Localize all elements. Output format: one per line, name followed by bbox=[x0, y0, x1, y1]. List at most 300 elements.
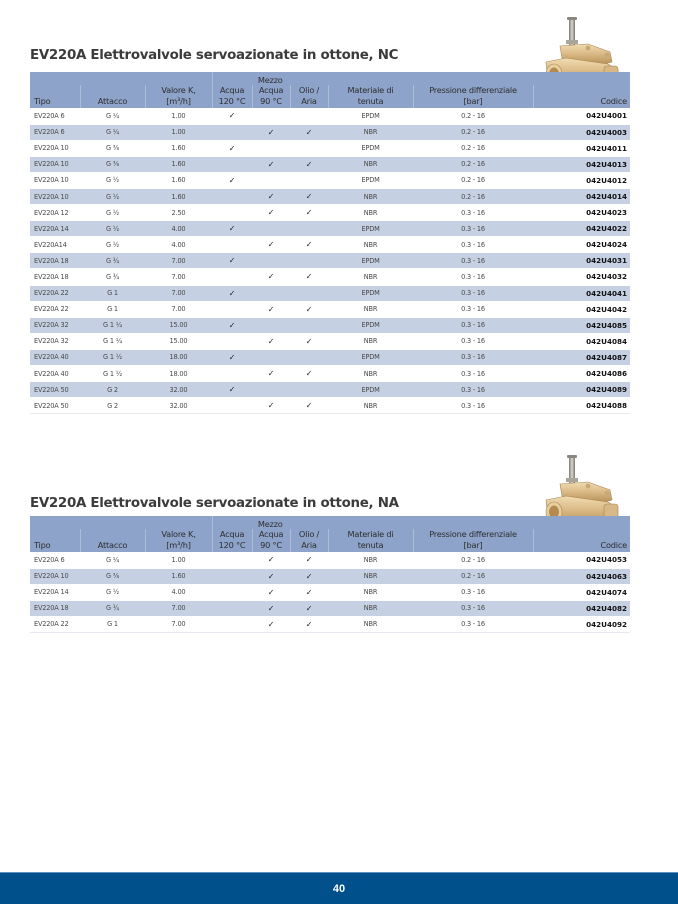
cell-tipo: EV220A 32 bbox=[30, 317, 80, 333]
header-tipo: Tipo bbox=[30, 85, 80, 108]
cell-tipo: EV220A 10 bbox=[30, 140, 80, 156]
cell-attacco: G ¼ bbox=[80, 124, 145, 140]
check-icon: ✓ bbox=[305, 304, 313, 314]
check-icon: ✓ bbox=[305, 336, 313, 346]
table-header bbox=[30, 516, 630, 552]
cell-acqua90 bbox=[252, 616, 290, 632]
cell-pressione: 0.3 - 16 bbox=[413, 269, 533, 285]
product-table bbox=[30, 516, 630, 633]
cell-olio bbox=[290, 172, 328, 188]
cell-tipo: EV220A 50 bbox=[30, 382, 80, 398]
check-icon: ✓ bbox=[305, 272, 313, 282]
header-materiale: Materiale di tenuta bbox=[328, 85, 413, 108]
table-row bbox=[30, 600, 630, 616]
cell-olio bbox=[290, 269, 328, 285]
cell-valore: 15.00 bbox=[145, 317, 212, 333]
cell-pressione: 0.2 - 16 bbox=[413, 552, 533, 568]
cell-tipo: EV220A 22 bbox=[30, 301, 80, 317]
header-materiale: Materiale di tenuta bbox=[328, 529, 413, 552]
cell-valore: 1.00 bbox=[145, 552, 212, 568]
cell-codice: 042U4041 bbox=[533, 285, 630, 301]
cell-tipo: EV220A14 bbox=[30, 237, 80, 253]
cell-codice: 042U4086 bbox=[533, 366, 630, 382]
cell-attacco: G 1 ½ bbox=[80, 349, 145, 365]
cell-acqua90 bbox=[252, 285, 290, 301]
header-tipo-spacer bbox=[30, 72, 80, 85]
header-pressione-spacer bbox=[413, 516, 533, 529]
cell-acqua120 bbox=[212, 382, 252, 398]
cell-materiale: NBR bbox=[328, 333, 413, 349]
cell-olio bbox=[290, 349, 328, 365]
header-valore-spacer bbox=[145, 72, 212, 85]
header-attacco-spacer bbox=[80, 72, 145, 85]
cell-tipo: EV220A 14 bbox=[30, 584, 80, 600]
cell-acqua120 bbox=[212, 140, 252, 156]
check-icon: ✓ bbox=[305, 571, 313, 581]
cell-valore: 1.60 bbox=[145, 568, 212, 584]
cell-acqua120 bbox=[212, 172, 252, 188]
check-icon: ✓ bbox=[228, 111, 236, 121]
table-row bbox=[30, 285, 630, 301]
cell-codice: 042U4023 bbox=[533, 205, 630, 221]
cell-codice: 042U4032 bbox=[533, 269, 630, 285]
check-icon: ✓ bbox=[305, 401, 313, 411]
cell-attacco: G 1 ¼ bbox=[80, 333, 145, 349]
cell-codice: 042U4001 bbox=[533, 108, 630, 124]
cell-acqua90 bbox=[252, 366, 290, 382]
cell-codice: 042U4085 bbox=[533, 317, 630, 333]
cell-tipo: EV220A 22 bbox=[30, 285, 80, 301]
cell-tipo: EV220A 10 bbox=[30, 568, 80, 584]
product-table bbox=[30, 72, 630, 414]
cell-acqua90 bbox=[252, 221, 290, 237]
header-materiale-spacer bbox=[328, 72, 413, 85]
table-row bbox=[30, 140, 630, 156]
table-row bbox=[30, 366, 630, 382]
cell-codice: 042U4074 bbox=[533, 584, 630, 600]
cell-tipo: EV220A 10 bbox=[30, 156, 80, 172]
cell-acqua90 bbox=[252, 349, 290, 365]
header-pressione: Pressione differenziale [bar] bbox=[413, 85, 533, 108]
cell-materiale: NBR bbox=[328, 205, 413, 221]
cell-codice: 042U4011 bbox=[533, 140, 630, 156]
cell-valore: 32.00 bbox=[145, 398, 212, 414]
cell-olio bbox=[290, 317, 328, 333]
cell-tipo: EV220A 10 bbox=[30, 188, 80, 204]
cell-acqua120 bbox=[212, 552, 252, 568]
cell-materiale: NBR bbox=[328, 600, 413, 616]
cell-attacco: G 1 bbox=[80, 285, 145, 301]
cell-pressione: 0.3 - 16 bbox=[413, 398, 533, 414]
cell-acqua90 bbox=[252, 317, 290, 333]
cell-acqua90 bbox=[252, 188, 290, 204]
cell-valore: 4.00 bbox=[145, 221, 212, 237]
cell-valore: 2.50 bbox=[145, 205, 212, 221]
cell-acqua120 bbox=[212, 221, 252, 237]
cell-acqua120 bbox=[212, 156, 252, 172]
table-row bbox=[30, 333, 630, 349]
cell-olio bbox=[290, 140, 328, 156]
header-valore-spacer bbox=[145, 516, 212, 529]
cell-acqua120 bbox=[212, 285, 252, 301]
cell-acqua90 bbox=[252, 237, 290, 253]
check-icon: ✓ bbox=[228, 143, 236, 153]
cell-valore: 4.00 bbox=[145, 237, 212, 253]
cell-olio bbox=[290, 285, 328, 301]
cell-materiale: EPDM bbox=[328, 285, 413, 301]
cell-acqua90 bbox=[252, 156, 290, 172]
check-icon: ✓ bbox=[228, 352, 236, 362]
cell-codice: 042U4088 bbox=[533, 398, 630, 414]
header-mezzo: Mezzo bbox=[212, 516, 328, 529]
header-attacco-spacer bbox=[80, 516, 145, 529]
cell-materiale: EPDM bbox=[328, 108, 413, 124]
cell-acqua90 bbox=[252, 552, 290, 568]
cell-olio bbox=[290, 301, 328, 317]
table-row bbox=[30, 221, 630, 237]
check-icon: ✓ bbox=[267, 603, 275, 613]
cell-attacco: G ½ bbox=[80, 205, 145, 221]
header-olio-aria: Olio / Aria bbox=[290, 85, 328, 108]
check-icon: ✓ bbox=[228, 320, 236, 330]
cell-acqua90 bbox=[252, 584, 290, 600]
cell-pressione: 0.3 - 16 bbox=[413, 349, 533, 365]
check-icon: ✓ bbox=[305, 159, 313, 169]
cell-pressione: 0.2 - 16 bbox=[413, 188, 533, 204]
cell-acqua90 bbox=[252, 301, 290, 317]
cell-olio bbox=[290, 205, 328, 221]
product-section-nc bbox=[30, 46, 630, 414]
product-section-na bbox=[30, 494, 630, 633]
cell-acqua90 bbox=[252, 269, 290, 285]
check-icon: ✓ bbox=[305, 587, 313, 597]
cell-attacco: G ⅜ bbox=[80, 568, 145, 584]
cell-tipo: EV220A 12 bbox=[30, 205, 80, 221]
cell-olio bbox=[290, 221, 328, 237]
cell-materiale: NBR bbox=[328, 237, 413, 253]
cell-materiale: NBR bbox=[328, 616, 413, 632]
header-valore: Valore K, [m³/h] bbox=[145, 529, 212, 552]
cell-acqua120 bbox=[212, 188, 252, 204]
cell-olio bbox=[290, 156, 328, 172]
cell-acqua120 bbox=[212, 600, 252, 616]
cell-codice: 042U4024 bbox=[533, 237, 630, 253]
cell-materiale: EPDM bbox=[328, 349, 413, 365]
check-icon: ✓ bbox=[267, 619, 275, 629]
cell-attacco: G ⅜ bbox=[80, 156, 145, 172]
cell-valore: 18.00 bbox=[145, 366, 212, 382]
cell-tipo: EV220A 32 bbox=[30, 333, 80, 349]
cell-pressione: 0.3 - 16 bbox=[413, 600, 533, 616]
cell-pressione: 0.3 - 16 bbox=[413, 382, 533, 398]
check-icon: ✓ bbox=[267, 571, 275, 581]
cell-pressione: 0.3 - 16 bbox=[413, 253, 533, 269]
cell-pressione: 0.2 - 16 bbox=[413, 108, 533, 124]
cell-materiale: NBR bbox=[328, 156, 413, 172]
cell-valore: 4.00 bbox=[145, 584, 212, 600]
check-icon: ✓ bbox=[305, 208, 313, 218]
check-icon: ✓ bbox=[228, 256, 236, 266]
cell-valore: 32.00 bbox=[145, 382, 212, 398]
cell-acqua90 bbox=[252, 398, 290, 414]
cell-valore: 1.60 bbox=[145, 172, 212, 188]
cell-valore: 7.00 bbox=[145, 253, 212, 269]
table-body bbox=[30, 552, 630, 632]
cell-pressione: 0.3 - 16 bbox=[413, 221, 533, 237]
cell-pressione: 0.3 - 16 bbox=[413, 301, 533, 317]
cell-attacco: G 2 bbox=[80, 398, 145, 414]
table-row bbox=[30, 616, 630, 632]
cell-codice: 042U4014 bbox=[533, 188, 630, 204]
cell-olio bbox=[290, 124, 328, 140]
cell-olio bbox=[290, 188, 328, 204]
table-row bbox=[30, 568, 630, 584]
table-row bbox=[30, 317, 630, 333]
cell-valore: 7.00 bbox=[145, 301, 212, 317]
header-pressione-spacer bbox=[413, 72, 533, 85]
cell-valore: 7.00 bbox=[145, 269, 212, 285]
cell-materiale: NBR bbox=[328, 301, 413, 317]
cell-attacco: G ½ bbox=[80, 584, 145, 600]
header-codice-spacer bbox=[533, 516, 630, 529]
cell-attacco: G 1 ¼ bbox=[80, 317, 145, 333]
cell-materiale: EPDM bbox=[328, 221, 413, 237]
cell-attacco: G 2 bbox=[80, 382, 145, 398]
cell-codice: 042U4087 bbox=[533, 349, 630, 365]
check-icon: ✓ bbox=[305, 555, 313, 565]
cell-tipo: EV220A 6 bbox=[30, 108, 80, 124]
check-icon: ✓ bbox=[228, 288, 236, 298]
cell-pressione: 0.2 - 16 bbox=[413, 172, 533, 188]
cell-materiale: EPDM bbox=[328, 317, 413, 333]
cell-tipo: EV220A 18 bbox=[30, 600, 80, 616]
cell-codice: 042U4022 bbox=[533, 221, 630, 237]
table-body bbox=[30, 108, 630, 414]
cell-pressione: 0.3 - 16 bbox=[413, 285, 533, 301]
table-row bbox=[30, 398, 630, 414]
cell-codice: 042U4031 bbox=[533, 253, 630, 269]
cell-materiale: EPDM bbox=[328, 382, 413, 398]
header-mezzo: Mezzo bbox=[212, 72, 328, 85]
cell-attacco: G ¾ bbox=[80, 269, 145, 285]
cell-attacco: G 1 ½ bbox=[80, 366, 145, 382]
cell-valore: 7.00 bbox=[145, 600, 212, 616]
cell-tipo: EV220A 10 bbox=[30, 172, 80, 188]
cell-olio bbox=[290, 616, 328, 632]
check-icon: ✓ bbox=[267, 240, 275, 250]
header-tipo: Tipo bbox=[30, 529, 80, 552]
cell-pressione: 0.3 - 16 bbox=[413, 333, 533, 349]
section-title: EV220A Elettrovalvole servoazionate in ottone, NA bbox=[30, 496, 399, 511]
cell-attacco: G ⅜ bbox=[80, 140, 145, 156]
cell-attacco: G ¼ bbox=[80, 552, 145, 568]
cell-olio bbox=[290, 398, 328, 414]
table-row bbox=[30, 253, 630, 269]
header-materiale-spacer bbox=[328, 516, 413, 529]
page-footer bbox=[0, 872, 678, 904]
cell-materiale: EPDM bbox=[328, 253, 413, 269]
cell-codice: 042U4042 bbox=[533, 301, 630, 317]
cell-valore: 1.60 bbox=[145, 188, 212, 204]
cell-acqua120 bbox=[212, 398, 252, 414]
check-icon: ✓ bbox=[305, 603, 313, 613]
cell-valore: 1.00 bbox=[145, 124, 212, 140]
cell-olio bbox=[290, 108, 328, 124]
cell-codice: 042U4013 bbox=[533, 156, 630, 172]
check-icon: ✓ bbox=[267, 587, 275, 597]
cell-acqua120 bbox=[212, 616, 252, 632]
header-codice: Codice bbox=[533, 85, 630, 108]
cell-tipo: EV220A 18 bbox=[30, 253, 80, 269]
cell-attacco: G ¾ bbox=[80, 253, 145, 269]
cell-acqua120 bbox=[212, 349, 252, 365]
cell-olio bbox=[290, 366, 328, 382]
table-row bbox=[30, 349, 630, 365]
cell-attacco: G ¾ bbox=[80, 600, 145, 616]
header-codice-spacer bbox=[533, 72, 630, 85]
cell-attacco: G ½ bbox=[80, 188, 145, 204]
check-icon: ✓ bbox=[267, 401, 275, 411]
header-pressione: Pressione differenziale [bar] bbox=[413, 529, 533, 552]
cell-acqua90 bbox=[252, 253, 290, 269]
cell-codice: 042U4084 bbox=[533, 333, 630, 349]
table-row bbox=[30, 301, 630, 317]
cell-acqua90 bbox=[252, 172, 290, 188]
cell-attacco: G 1 bbox=[80, 301, 145, 317]
check-icon: ✓ bbox=[305, 619, 313, 629]
table-row bbox=[30, 382, 630, 398]
check-icon: ✓ bbox=[305, 127, 313, 137]
table-row bbox=[30, 156, 630, 172]
header-attacco: Attacco bbox=[80, 529, 145, 552]
header-acqua-90: Acqua 90 °C bbox=[252, 529, 290, 552]
table-row bbox=[30, 124, 630, 140]
cell-pressione: 0.2 - 16 bbox=[413, 568, 533, 584]
cell-codice: 042U4003 bbox=[533, 124, 630, 140]
table-row bbox=[30, 188, 630, 204]
cell-materiale: NBR bbox=[328, 398, 413, 414]
cell-valore: 7.00 bbox=[145, 616, 212, 632]
header-olio-aria: Olio / Aria bbox=[290, 529, 328, 552]
cell-acqua120 bbox=[212, 253, 252, 269]
check-icon: ✓ bbox=[267, 127, 275, 137]
cell-attacco: G ½ bbox=[80, 172, 145, 188]
cell-pressione: 0.2 - 16 bbox=[413, 124, 533, 140]
check-icon: ✓ bbox=[305, 369, 313, 379]
section-title: EV220A Elettrovalvole servoazionate in ottone, NC bbox=[30, 48, 399, 63]
cell-acqua120 bbox=[212, 108, 252, 124]
cell-valore: 1.60 bbox=[145, 156, 212, 172]
check-icon: ✓ bbox=[228, 385, 236, 395]
cell-acqua90 bbox=[252, 108, 290, 124]
cell-pressione: 0.3 - 16 bbox=[413, 205, 533, 221]
cell-valore: 7.00 bbox=[145, 285, 212, 301]
cell-tipo: EV220A 6 bbox=[30, 124, 80, 140]
cell-acqua120 bbox=[212, 301, 252, 317]
cell-codice: 042U4053 bbox=[533, 552, 630, 568]
cell-acqua90 bbox=[252, 333, 290, 349]
table-row bbox=[30, 205, 630, 221]
cell-acqua90 bbox=[252, 600, 290, 616]
cell-valore: 1.00 bbox=[145, 108, 212, 124]
cell-valore: 15.00 bbox=[145, 333, 212, 349]
cell-materiale: EPDM bbox=[328, 172, 413, 188]
table-header bbox=[30, 72, 630, 108]
header-codice: Codice bbox=[533, 529, 630, 552]
check-icon: ✓ bbox=[267, 555, 275, 565]
cell-acqua120 bbox=[212, 366, 252, 382]
cell-olio bbox=[290, 568, 328, 584]
cell-olio bbox=[290, 382, 328, 398]
header-valore: Valore K, [m³/h] bbox=[145, 85, 212, 108]
cell-acqua120 bbox=[212, 568, 252, 584]
cell-materiale: NBR bbox=[328, 366, 413, 382]
cell-olio bbox=[290, 333, 328, 349]
cell-pressione: 0.3 - 16 bbox=[413, 616, 533, 632]
check-icon: ✓ bbox=[267, 272, 275, 282]
cell-tipo: EV220A 6 bbox=[30, 552, 80, 568]
cell-acqua90 bbox=[252, 568, 290, 584]
cell-materiale: NBR bbox=[328, 568, 413, 584]
cell-acqua90 bbox=[252, 382, 290, 398]
cell-materiale: NBR bbox=[328, 269, 413, 285]
cell-valore: 18.00 bbox=[145, 349, 212, 365]
cell-tipo: EV220A 40 bbox=[30, 349, 80, 365]
cell-olio bbox=[290, 552, 328, 568]
cell-attacco: G ½ bbox=[80, 237, 145, 253]
cell-acqua90 bbox=[252, 124, 290, 140]
table-row bbox=[30, 237, 630, 253]
cell-pressione: 0.3 - 16 bbox=[413, 584, 533, 600]
cell-pressione: 0.3 - 16 bbox=[413, 237, 533, 253]
header-acqua-90: Acqua 90 °C bbox=[252, 85, 290, 108]
cell-olio bbox=[290, 600, 328, 616]
table-row bbox=[30, 269, 630, 285]
cell-olio bbox=[290, 237, 328, 253]
check-icon: ✓ bbox=[267, 369, 275, 379]
header-acqua-120: Acqua 120 °C bbox=[212, 529, 252, 552]
cell-valore: 1.60 bbox=[145, 140, 212, 156]
cell-acqua120 bbox=[212, 205, 252, 221]
check-icon: ✓ bbox=[267, 159, 275, 169]
table-row bbox=[30, 584, 630, 600]
table-row bbox=[30, 108, 630, 124]
cell-codice: 042U4089 bbox=[533, 382, 630, 398]
cell-pressione: 0.3 - 16 bbox=[413, 366, 533, 382]
cell-pressione: 0.3 - 16 bbox=[413, 317, 533, 333]
cell-codice: 042U4092 bbox=[533, 616, 630, 632]
table-row bbox=[30, 552, 630, 568]
check-icon: ✓ bbox=[305, 240, 313, 250]
cell-attacco: G ½ bbox=[80, 221, 145, 237]
cell-acqua120 bbox=[212, 317, 252, 333]
check-icon: ✓ bbox=[267, 336, 275, 346]
check-icon: ✓ bbox=[267, 304, 275, 314]
check-icon: ✓ bbox=[267, 192, 275, 202]
check-icon: ✓ bbox=[267, 208, 275, 218]
cell-materiale: NBR bbox=[328, 124, 413, 140]
cell-tipo: EV220A 50 bbox=[30, 398, 80, 414]
cell-acqua120 bbox=[212, 269, 252, 285]
header-acqua-120: Acqua 120 °C bbox=[212, 85, 252, 108]
cell-acqua120 bbox=[212, 333, 252, 349]
cell-codice: 042U4063 bbox=[533, 568, 630, 584]
cell-pressione: 0.2 - 16 bbox=[413, 140, 533, 156]
header-tipo-spacer bbox=[30, 516, 80, 529]
table-row bbox=[30, 172, 630, 188]
cell-codice: 042U4082 bbox=[533, 600, 630, 616]
cell-tipo: EV220A 40 bbox=[30, 366, 80, 382]
